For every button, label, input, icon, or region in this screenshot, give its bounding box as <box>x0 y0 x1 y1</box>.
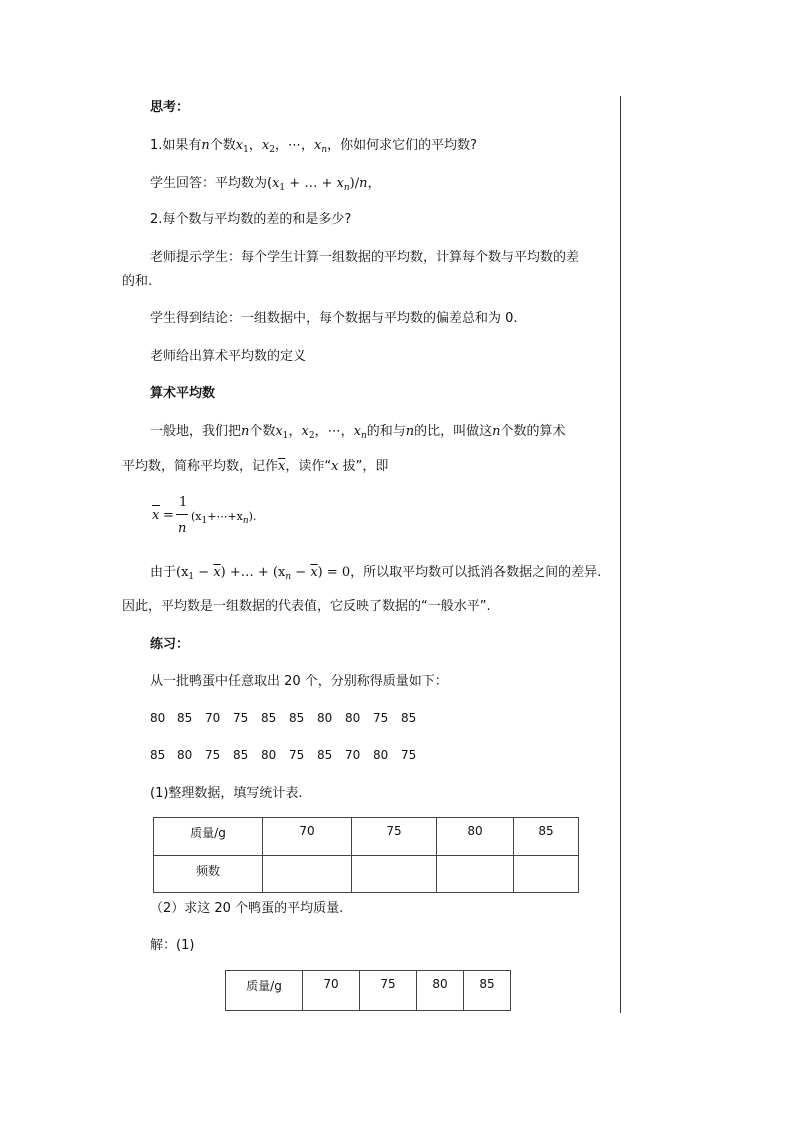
table-cell: 85 <box>464 971 511 1011</box>
task-2: （2）求这 20 个鸭蛋的平均质量. <box>150 901 344 916</box>
fraction-bar <box>176 514 188 515</box>
table-cell: 85 <box>514 818 579 856</box>
task-1: (1)整理数据，填写统计表. <box>150 786 303 801</box>
table-cell: 80 <box>417 971 464 1011</box>
table-cell: 70 <box>303 971 360 1011</box>
practice-intro: 从一批鸭蛋中任意取出 20 个，分别称得质量如下： <box>150 674 448 689</box>
data-value: 75 <box>373 711 389 725</box>
formula-equals: = <box>163 508 174 523</box>
formula-xbar: x <box>152 508 160 523</box>
data-value: 75 <box>401 748 417 762</box>
table-cell: 质量/g <box>226 971 303 1011</box>
heading-arithmetic-mean: 算术平均数 <box>150 386 216 401</box>
teacher-definition-note: 老师给出算术平均数的定义 <box>150 349 307 364</box>
data-value: 70 <box>345 748 361 762</box>
formula-sum: $(x_1+\cdots+x_n)$. <box>191 510 257 526</box>
table-cell[interactable] <box>514 856 579 893</box>
table-cell: 频数 <box>154 856 263 893</box>
table-cell: 70 <box>263 818 352 856</box>
table-cell: 80 <box>437 818 514 856</box>
teacher-hint-line2: 的和. <box>122 274 153 289</box>
question-2: 2.每个数与平均数的差的和是多少? <box>150 212 352 227</box>
solution-table <box>225 970 511 1011</box>
data-value: 85 <box>233 748 249 762</box>
data-value: 75 <box>233 711 249 725</box>
since-line1: 由于$(x_1 - \overline{x})$ +… + $(x_n - \overline{x}) = 0$，所以取平均数可以抵消各数据之间的差异. <box>150 565 602 582</box>
data-value: 80 <box>150 711 166 725</box>
table-cell[interactable] <box>352 856 437 893</box>
data-value: 85 <box>177 711 193 725</box>
since-line2: 因此，平均数是一组数据的代表值，它反映了数据的“一般水平”. <box>122 599 491 614</box>
student-conclusion: 学生得到结论：一组数据中，每个数据与平均数的偏差总和为 0. <box>150 311 518 326</box>
overline-bar <box>152 505 160 506</box>
data-value: 80 <box>345 711 361 725</box>
heading-practice: 练习： <box>150 637 190 652</box>
definition-line1: 一般地，我们把n个数$x_1$，$x_2$，⋯，$x_n$的和与n的比，叫做这n个数的算术 <box>150 424 566 441</box>
question-1: 1.如果有n个数$x_1$，$x_2$，⋯，$x_n$，你如何求它们的平均数? <box>150 138 478 155</box>
teacher-hint-line1: 老师提示学生：每个学生计算一组数据的平均数，计算每个数与平均数的差 <box>150 250 580 265</box>
table-row <box>154 818 579 856</box>
data-value: 75 <box>289 748 305 762</box>
formula-numerator: 1 <box>179 495 188 510</box>
table-row <box>154 856 579 893</box>
data-value: 85 <box>317 748 333 762</box>
data-value: 80 <box>373 748 389 762</box>
data-value: 75 <box>205 748 221 762</box>
column-rule <box>620 96 621 1013</box>
definition-line2: 平均数，简称平均数，记作$\overline{x}$，读作“x 拔”，即 <box>122 459 389 474</box>
table-row <box>226 971 511 1011</box>
formula-denominator: n <box>178 521 187 536</box>
table-cell: 质量/g <box>154 818 263 856</box>
data-value: 80 <box>177 748 193 762</box>
student-answer: 学生回答：平均数为($x_1$ + … + $x_n)/n$， <box>150 176 381 193</box>
table-cell[interactable] <box>263 856 352 893</box>
solution-label: 解：(1) <box>150 938 195 953</box>
data-value: 85 <box>150 748 166 762</box>
table-cell: 75 <box>352 818 437 856</box>
table-cell: 75 <box>360 971 417 1011</box>
data-value: 80 <box>317 711 333 725</box>
data-value: 85 <box>401 711 417 725</box>
data-value: 85 <box>289 711 305 725</box>
heading-think: 思考： <box>150 100 190 115</box>
data-value: 80 <box>261 748 277 762</box>
table-cell[interactable] <box>437 856 514 893</box>
data-value: 85 <box>261 711 277 725</box>
data-value: 70 <box>205 711 221 725</box>
frequency-table <box>153 817 579 893</box>
